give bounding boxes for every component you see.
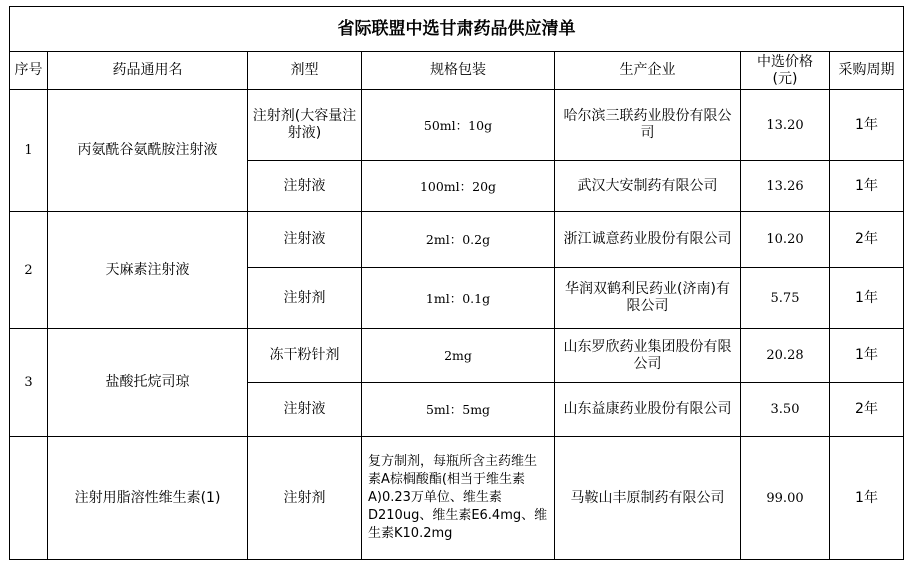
spec-cell: 2ml：0.2g xyxy=(362,212,555,268)
spec-cell: 复方制剂，每瓶所含主药维生素A棕榈酸酯(相当于维生素A)0.23万单位、维生素D210ug、维生素E6.4mg、维生素K10.2mg xyxy=(362,437,555,560)
spec-cell: 1ml：0.1g xyxy=(362,268,555,329)
period-cell: 1年 xyxy=(830,329,904,383)
header-period: 采购周期 xyxy=(830,52,904,90)
header-maker: 生产企业 xyxy=(555,52,741,90)
period-cell: 1年 xyxy=(830,90,904,161)
table-row xyxy=(10,90,904,161)
form-cell: 注射液 xyxy=(248,383,362,437)
maker-cell: 山东罗欣药业集团股份有限公司 xyxy=(555,329,741,383)
price-cell: 13.26 xyxy=(741,161,830,212)
maker-cell: 华润双鹤利民药业(济南)有限公司 xyxy=(555,268,741,329)
header-spec: 规格包装 xyxy=(362,52,555,90)
drug-name-cell: 注射用脂溶性维生素(1) xyxy=(48,437,248,560)
spec-cell: 100ml：20g xyxy=(362,161,555,212)
period-cell: 2年 xyxy=(830,383,904,437)
price-cell: 10.20 xyxy=(741,212,830,268)
price-cell: 13.20 xyxy=(741,90,830,161)
price-cell: 99.00 xyxy=(741,437,830,560)
header-price: 中选价格(元) xyxy=(741,52,830,90)
maker-cell: 哈尔滨三联药业股份有限公司 xyxy=(555,90,741,161)
price-cell: 3.50 xyxy=(741,383,830,437)
header-name: 药品通用名 xyxy=(48,52,248,90)
form-cell: 注射液 xyxy=(248,212,362,268)
price-cell: 5.75 xyxy=(741,268,830,329)
page-title: 省际联盟中选甘肃药品供应清单 xyxy=(10,7,904,52)
form-cell: 注射剂 xyxy=(248,437,362,560)
period-cell: 1年 xyxy=(830,268,904,329)
header-seq: 序号 xyxy=(10,52,48,90)
maker-cell: 马鞍山丰原制药有限公司 xyxy=(555,437,741,560)
form-cell: 冻干粉针剂 xyxy=(248,329,362,383)
header-form: 剂型 xyxy=(248,52,362,90)
table-row xyxy=(10,212,904,268)
period-cell: 2年 xyxy=(830,212,904,268)
form-cell: 注射剂 xyxy=(248,268,362,329)
drug-name-cell: 盐酸托烷司琼 xyxy=(48,329,248,437)
spec-cell: 2mg xyxy=(362,329,555,383)
title-row xyxy=(10,7,904,52)
spec-cell: 5ml：5mg xyxy=(362,383,555,437)
header-row xyxy=(10,52,904,90)
table-row xyxy=(10,437,904,560)
maker-cell: 浙江诚意药业股份有限公司 xyxy=(555,212,741,268)
supply-list-table xyxy=(9,6,904,560)
maker-cell: 山东益康药业股份有限公司 xyxy=(555,383,741,437)
drug-name-cell: 丙氨酰谷氨酰胺注射液 xyxy=(48,90,248,212)
spec-cell: 50ml：10g xyxy=(362,90,555,161)
seq-cell xyxy=(10,437,48,560)
seq-cell: 2 xyxy=(10,212,48,329)
seq-cell: 3 xyxy=(10,329,48,437)
period-cell: 1年 xyxy=(830,437,904,560)
form-cell: 注射剂(大容量注射液) xyxy=(248,90,362,161)
table-row xyxy=(10,329,904,383)
maker-cell: 武汉大安制药有限公司 xyxy=(555,161,741,212)
period-cell: 1年 xyxy=(830,161,904,212)
drug-name-cell: 天麻素注射液 xyxy=(48,212,248,329)
seq-cell: 1 xyxy=(10,90,48,212)
price-cell: 20.28 xyxy=(741,329,830,383)
form-cell: 注射液 xyxy=(248,161,362,212)
